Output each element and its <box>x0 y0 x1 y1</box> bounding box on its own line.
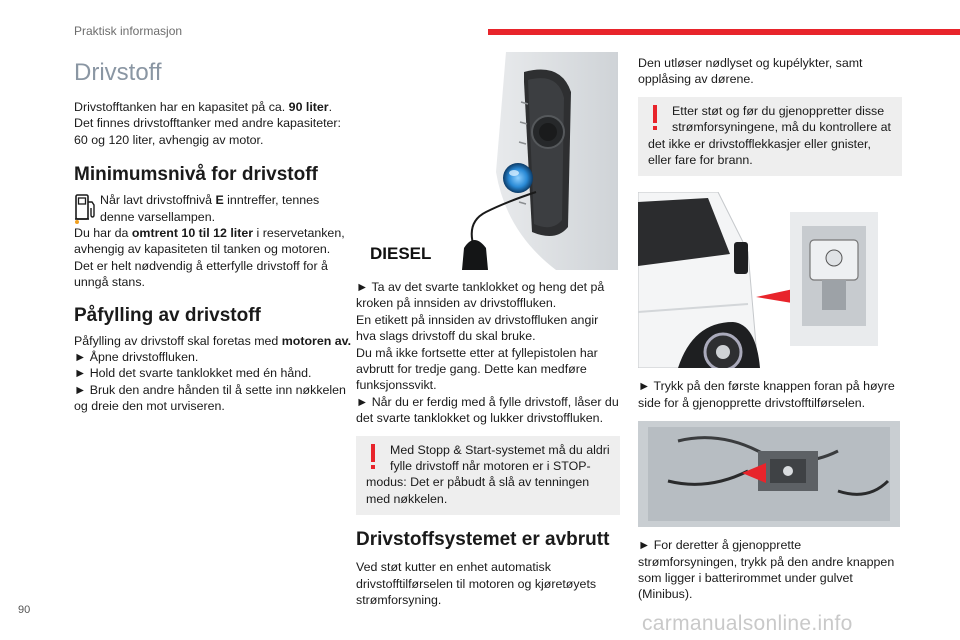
fuel-leak-warning: Etter støt og før du gjenoppretter disse strømforsyningene, må du kontrollere at det ikke er drivstofflekkasjer eller gnister, eller fare for brann. <box>638 97 902 177</box>
column-3 <box>638 55 902 603</box>
refill-required-text: Det er helt nødvendig å etterfylle drivstoff for å unngå stans. <box>74 258 328 290</box>
refuel-step-3: ► Bruk den andre hånden til å sette inn nøkkelen og dreie den mot urviseren. <box>74 382 346 414</box>
refuel-step-2: ► Hold det svarte tanklokket med én hånd. <box>74 366 312 381</box>
close-cap-step: ► Når du er ferdig med å fylle drivstoff, låser du det svarte tanklokket og lukker drivstoffluken. <box>356 394 619 426</box>
fuel-flap-illustration <box>356 52 618 270</box>
heading-fuel-system-cut: Drivstoffsystemet er avbrutt <box>356 529 610 551</box>
section-header: Praktisk informasjon <box>74 24 183 38</box>
hazard-lights-text: Den utløser nødlyset og kupélykter, samt opplåsing av dørene. <box>638 56 863 87</box>
battery-compartment-illustration <box>638 421 900 527</box>
second-button-text: ► For deretter å gjenopprette strømforsyningen, trykk på den andre knappen som ligger i batterirommet under gulvet (Minibus). <box>638 538 895 602</box>
low-fuel-text: Når lavt drivstoffnivå E inntreffer, tennes denne varsellampen. <box>100 193 320 224</box>
fuel-system-text: Ved støt kutter en enhet automatisk drivstofftilførselen til motoren og kjøretøyets strømforsyning. <box>356 560 597 608</box>
label-info: En etikett på innsiden av drivstoffluken angir hva slags drivstoff du skal bruke. <box>356 312 599 344</box>
page-number: 90 <box>18 604 31 616</box>
diesel-label: DIESEL <box>370 244 432 263</box>
nozzle-warning: Du må ikke fortsette etter at fyllepistolen har avbrutt for tredje gang. Dette kan medføre funksjonssvikt. <box>356 345 598 393</box>
refuel-intro: Påfylling av drivstoff skal foretas med motoren av. <box>74 333 352 348</box>
heading-minimum-level: Minimumsnivå for drivstoff <box>74 164 318 186</box>
watermark: carmanualsonline.info <box>642 612 853 635</box>
page-title: Drivstoff <box>74 59 162 86</box>
fuel-pump-icon <box>74 192 98 224</box>
intro-paragraph: Drivstofftanken har en kapasitet på ca. 90 liter. Det finnes drivstofftanker med andre kapasiteter: 60 og 120 liter, avhengig av motor. <box>74 100 341 147</box>
stop-start-warning: Med Stopp & Start-systemet må du aldri fylle drivstoff når motoren er i STOP- modus: Det er påbudt å slå av tenningen med nøkkelen. <box>356 436 620 516</box>
refuel-step-1: ► Åpne drivstoffluken. <box>74 350 199 365</box>
warning-exclamation-icon <box>648 103 662 129</box>
col2-text <box>356 279 620 427</box>
first-button-text: ► Trykk på den første knappen foran på høyre side for å gjenopprette drivstofftilførselen. <box>638 379 895 410</box>
warning-exclamation-icon <box>366 442 380 468</box>
remove-cap-step: ► Ta av det svarte tanklokket og heng det på kroken på innsiden av drivstoffluken. <box>356 280 605 311</box>
van-front-illustration <box>638 192 900 368</box>
column-2 <box>356 52 620 609</box>
reserve-text: Du har da omtrent 10 til 12 liter i reservetanken, avhengig av kapasiteten til tanken og motoren. <box>74 226 345 257</box>
header-accent-bar <box>488 29 960 35</box>
minimum-level-block <box>74 192 354 290</box>
heading-refuelling: Påfylling av drivstoff <box>74 304 261 326</box>
column-1 <box>74 55 354 415</box>
